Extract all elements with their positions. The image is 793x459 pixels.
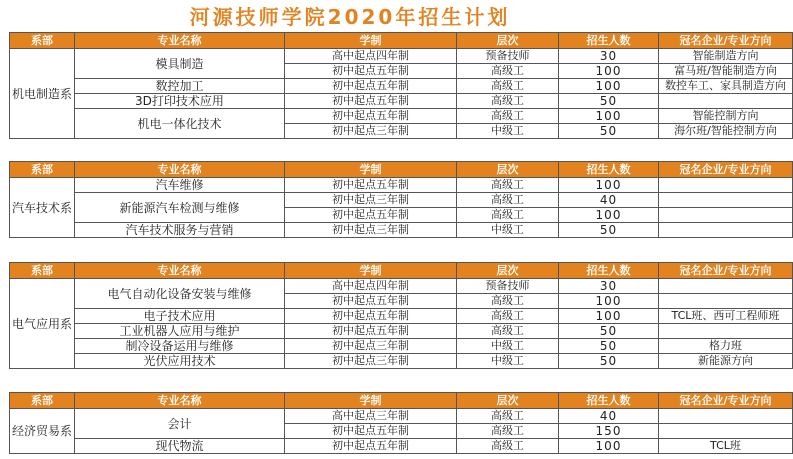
- count-cell: 100: [559, 178, 659, 193]
- count-cell: 50: [559, 94, 659, 109]
- major-cell: 汽车维修: [75, 178, 285, 193]
- dept-cell: 机电制造系: [10, 49, 75, 139]
- major-cell: 数控加工: [75, 79, 285, 94]
- company-cell: 海尔班/智能控制方向: [659, 124, 793, 139]
- count-cell: 40: [559, 193, 659, 208]
- major-cell: 机电一体化技术: [75, 109, 285, 139]
- header-count: 招生人数: [559, 393, 659, 409]
- table-row: [10, 309, 793, 324]
- header-dept: 系部: [10, 162, 75, 178]
- level-cell: 高级工: [457, 178, 559, 193]
- header-dept: 系部: [10, 393, 75, 409]
- major-cell: 会计: [75, 409, 285, 439]
- count-cell: 40: [559, 409, 659, 424]
- company-cell: [659, 409, 793, 424]
- count-cell: 100: [559, 309, 659, 324]
- header-system: 学制: [285, 393, 457, 409]
- header-count: 招生人数: [559, 162, 659, 178]
- company-cell: 格力班: [659, 339, 793, 354]
- section-table: [9, 161, 793, 238]
- company-cell: 智能控制方向: [659, 109, 793, 124]
- header-company: 冠名企业/专业方向: [659, 393, 793, 409]
- level-cell: 高级工: [457, 79, 559, 94]
- dept-cell: 经济贸易系: [10, 409, 75, 454]
- header-row: [10, 393, 793, 409]
- major-cell: 汽车技术服务与营销: [75, 223, 285, 238]
- system-cell: 初中起点三年制: [285, 223, 457, 238]
- major-cell: 工业机器人应用与维护: [75, 324, 285, 339]
- header-row: [10, 33, 793, 49]
- system-cell: 初中起点五年制: [285, 178, 457, 193]
- table-row: [10, 339, 793, 354]
- system-cell: 初中起点五年制: [285, 294, 457, 309]
- section-table: [9, 262, 793, 369]
- level-cell: 高级工: [457, 424, 559, 439]
- table-row: [10, 279, 793, 294]
- table-row: [10, 193, 793, 208]
- company-cell: [659, 294, 793, 309]
- major-cell: 电子技术应用: [75, 309, 285, 324]
- system-cell: 初中起点三年制: [285, 124, 457, 139]
- system-cell: 高中起点四年制: [285, 49, 457, 64]
- section-table: [9, 32, 793, 139]
- level-cell: 预备技师: [457, 279, 559, 294]
- system-cell: 初中起点三年制: [285, 339, 457, 354]
- level-cell: 高级工: [457, 94, 559, 109]
- level-cell: 高级工: [457, 64, 559, 79]
- count-cell: 50: [559, 124, 659, 139]
- major-cell: 3D打印技术应用: [75, 94, 285, 109]
- company-cell: TCL班、西可工程师班: [659, 309, 793, 324]
- level-cell: 中级工: [457, 223, 559, 238]
- company-cell: [659, 324, 793, 339]
- company-cell: [659, 424, 793, 439]
- system-cell: 初中起点三年制: [285, 193, 457, 208]
- header-level: 层次: [457, 263, 559, 279]
- system-cell: 初中起点五年制: [285, 324, 457, 339]
- system-cell: 初中起点五年制: [285, 64, 457, 79]
- level-cell: 高级工: [457, 109, 559, 124]
- header-level: 层次: [457, 33, 559, 49]
- table-row: [10, 79, 793, 94]
- major-cell: 电气自动化设备安装与维修: [75, 279, 285, 309]
- system-cell: 初中起点五年制: [285, 109, 457, 124]
- count-cell: 100: [559, 439, 659, 454]
- company-cell: [659, 208, 793, 223]
- count-cell: 150: [559, 424, 659, 439]
- major-cell: 现代物流: [75, 439, 285, 454]
- level-cell: 中级工: [457, 339, 559, 354]
- level-cell: 预备技师: [457, 49, 559, 64]
- system-cell: 初中起点五年制: [285, 439, 457, 454]
- company-cell: [659, 223, 793, 238]
- header-major: 专业名称: [75, 393, 285, 409]
- level-cell: 高级工: [457, 439, 559, 454]
- table-row: [10, 49, 793, 64]
- header-company: 冠名企业/专业方向: [659, 33, 793, 49]
- count-cell: 100: [559, 79, 659, 94]
- system-cell: 高中起点四年制: [285, 279, 457, 294]
- count-cell: 100: [559, 64, 659, 79]
- table-row: [10, 439, 793, 454]
- table-row: [10, 94, 793, 109]
- count-cell: 50: [559, 223, 659, 238]
- table-row: [10, 409, 793, 424]
- header-dept: 系部: [10, 263, 75, 279]
- header-major: 专业名称: [75, 162, 285, 178]
- table-row: [10, 223, 793, 238]
- page-title: 河源技师学院2020年招生计划: [189, 5, 511, 29]
- major-cell: 光伏应用技术: [75, 354, 285, 369]
- header-major: 专业名称: [75, 33, 285, 49]
- level-cell: 中级工: [457, 124, 559, 139]
- level-cell: 高级工: [457, 309, 559, 324]
- header-count: 招生人数: [559, 33, 659, 49]
- level-cell: 中级工: [457, 354, 559, 369]
- header-company: 冠名企业/专业方向: [659, 162, 793, 178]
- company-cell: 新能源方向: [659, 354, 793, 369]
- table-row: [10, 354, 793, 369]
- company-cell: [659, 178, 793, 193]
- system-cell: 初中起点五年制: [285, 424, 457, 439]
- section-table: [9, 392, 793, 454]
- dept-cell: 电气应用系: [10, 279, 75, 369]
- table-row: [10, 178, 793, 193]
- count-cell: 100: [559, 109, 659, 124]
- system-cell: 初中起点五年制: [285, 208, 457, 223]
- header-system: 学制: [285, 263, 457, 279]
- company-cell: TCL班: [659, 439, 793, 454]
- table-row: [10, 324, 793, 339]
- count-cell: 100: [559, 294, 659, 309]
- count-cell: 30: [559, 49, 659, 64]
- header-company: 冠名企业/专业方向: [659, 263, 793, 279]
- level-cell: 高级工: [457, 294, 559, 309]
- level-cell: 高级工: [457, 324, 559, 339]
- level-cell: 高级工: [457, 409, 559, 424]
- dept-cell: 汽车技术系: [10, 178, 75, 238]
- header-system: 学制: [285, 33, 457, 49]
- company-cell: 智能制造方向: [659, 49, 793, 64]
- company-cell: [659, 94, 793, 109]
- level-cell: 高级工: [457, 193, 559, 208]
- header-dept: 系部: [10, 33, 75, 49]
- header-level: 层次: [457, 162, 559, 178]
- count-cell: 100: [559, 208, 659, 223]
- system-cell: 初中起点五年制: [285, 94, 457, 109]
- count-cell: 50: [559, 324, 659, 339]
- level-cell: 高级工: [457, 208, 559, 223]
- company-cell: 富马班/智能制造方向: [659, 64, 793, 79]
- header-level: 层次: [457, 393, 559, 409]
- header-major: 专业名称: [75, 263, 285, 279]
- company-cell: 数控车工、家具制造方向: [659, 79, 793, 94]
- count-cell: 50: [559, 339, 659, 354]
- table-row: [10, 109, 793, 124]
- system-cell: 初中起点五年制: [285, 79, 457, 94]
- major-cell: 模具制造: [75, 49, 285, 79]
- major-cell: 制冷设备运用与维修: [75, 339, 285, 354]
- count-cell: 30: [559, 279, 659, 294]
- count-cell: 50: [559, 354, 659, 369]
- company-cell: [659, 279, 793, 294]
- system-cell: 初中起点三年制: [285, 354, 457, 369]
- major-cell: 新能源汽车检测与维修: [75, 193, 285, 223]
- header-system: 学制: [285, 162, 457, 178]
- system-cell: 高中起点三年制: [285, 409, 457, 424]
- system-cell: 初中起点五年制: [285, 309, 457, 324]
- header-count: 招生人数: [559, 263, 659, 279]
- company-cell: [659, 193, 793, 208]
- header-row: [10, 162, 793, 178]
- header-row: [10, 263, 793, 279]
